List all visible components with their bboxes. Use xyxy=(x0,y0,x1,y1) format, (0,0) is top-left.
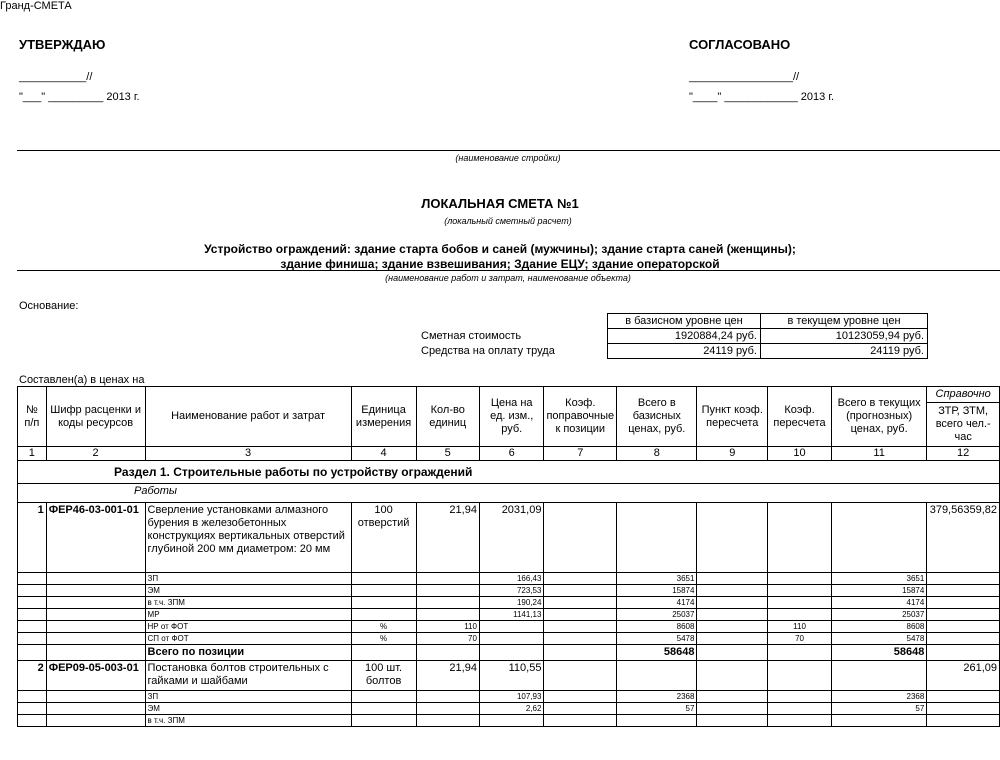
sub-base: 25037 xyxy=(617,609,697,621)
item-total-current: 58648 xyxy=(831,645,926,661)
cost-base-value: 24119 руб. xyxy=(608,344,761,359)
sub-qty xyxy=(416,585,479,597)
column-number: 3 xyxy=(145,447,351,461)
sub-name: ЗП xyxy=(145,573,351,585)
sub-current xyxy=(831,715,926,727)
item-unit: 100 отверстий xyxy=(351,503,416,573)
sub-name: СП от ФОТ xyxy=(145,633,351,645)
table-row xyxy=(18,573,1000,585)
sub-unit xyxy=(351,691,416,703)
column-number: 4 xyxy=(351,447,416,461)
works-label: Работы xyxy=(18,484,1000,503)
sub-name: в т.ч. ЗПМ xyxy=(145,597,351,609)
header-cell: Коэф. поправочные к позиции xyxy=(544,387,617,447)
table-row xyxy=(18,715,1000,727)
construction-caption: (наименование стройки) xyxy=(455,153,561,163)
sub-price xyxy=(479,633,544,645)
table-row xyxy=(18,691,1000,703)
sub-unit xyxy=(351,715,416,727)
sub-qty xyxy=(416,715,479,727)
sub-price: 190,24 xyxy=(479,597,544,609)
header-cell: Всего в базисных ценах, руб. xyxy=(617,387,697,447)
approve-date-line: "___" _________ 2013 г. xyxy=(19,91,140,103)
sub-price xyxy=(479,715,544,727)
sub-current: 15874 xyxy=(831,585,926,597)
object-caption: (наименование работ и затрат, наименование объекта) xyxy=(385,273,631,283)
item-unit: 100 шт. болтов xyxy=(351,661,416,691)
sub-unit xyxy=(351,703,416,715)
header-cell: Шифр расценки и коды ресурсов xyxy=(46,387,145,447)
sub-base: 5478 xyxy=(617,633,697,645)
sub-name: ЭМ xyxy=(145,585,351,597)
cost-current-value: 24119 руб. xyxy=(761,344,928,359)
header-cell: Наименование работ и затрат xyxy=(145,387,351,447)
item-total-label: Всего по позиции xyxy=(145,645,351,661)
estimate-table xyxy=(17,386,1000,727)
sub-name: ЗП xyxy=(145,691,351,703)
estimate-subtitle: (локальный сметный расчет) xyxy=(444,216,572,226)
sub-name: НР от ФОТ xyxy=(145,621,351,633)
item-total-base: 58648 xyxy=(617,645,697,661)
sub-unit xyxy=(351,597,416,609)
header-cell: Единица измерения xyxy=(351,387,416,447)
item-price: 2031,09 xyxy=(479,503,544,573)
table-row xyxy=(18,621,1000,633)
sub-qty xyxy=(416,573,479,585)
construction-line xyxy=(17,150,1000,151)
item-reference: 379,56359,82 xyxy=(927,503,1000,573)
item-number: 2 xyxy=(18,661,47,691)
header-cell: Всего в текущих (прогнозных) ценах, руб. xyxy=(831,387,926,447)
sub-price: 2,62 xyxy=(479,703,544,715)
reference-header xyxy=(927,387,1000,447)
item-name: Постановка болтов строительных с гайками и шайбами xyxy=(145,661,351,691)
cost-base-value: 1920884,24 руб. xyxy=(608,329,761,344)
table-row xyxy=(18,703,1000,715)
sub-current: 4174 xyxy=(831,597,926,609)
sub-qty xyxy=(416,597,479,609)
column-number: 7 xyxy=(544,447,617,461)
sub-base: 4174 xyxy=(617,597,697,609)
column-number: 9 xyxy=(697,447,768,461)
table-row xyxy=(18,633,1000,645)
sub-coef xyxy=(768,703,832,715)
column-number: 5 xyxy=(416,447,479,461)
item-number: 1 xyxy=(18,503,47,573)
sub-coef: 110 xyxy=(768,621,832,633)
sub-current: 8608 xyxy=(831,621,926,633)
sub-qty: 110 xyxy=(416,621,479,633)
item-qty: 21,94 xyxy=(416,503,479,573)
cost-col-base: в базисном уровне цен xyxy=(608,314,761,329)
column-number: 8 xyxy=(617,447,697,461)
section-title: Раздел 1. Строительные работы по устройству ограждений xyxy=(18,461,1000,484)
header-cell: Цена на ед. изм., руб. xyxy=(479,387,544,447)
sub-coef xyxy=(768,585,832,597)
reference-header-bottom: ЗТР, ЗТМ, всего чел.-час xyxy=(935,405,991,443)
table-row xyxy=(18,585,1000,597)
item-reference: 261,09 xyxy=(927,661,1000,691)
sub-unit: % xyxy=(351,621,416,633)
approve-title: УТВЕРЖДАЮ xyxy=(19,37,106,52)
sub-coef xyxy=(768,609,832,621)
sub-unit: % xyxy=(351,633,416,645)
sub-qty: 70 xyxy=(416,633,479,645)
column-number: 12 xyxy=(927,447,1000,461)
sub-qty xyxy=(416,609,479,621)
header-cell: № п/п xyxy=(18,387,47,447)
agree-date-line: "____" ____________ 2013 г. xyxy=(689,91,835,103)
sub-current: 2368 xyxy=(831,691,926,703)
estimate-title: ЛОКАЛЬНАЯ СМЕТА №1 xyxy=(421,196,579,211)
cost-label: Средства на оплату труда xyxy=(421,345,555,357)
sub-qty xyxy=(416,703,479,715)
sub-base: 15874 xyxy=(617,585,697,597)
sub-unit xyxy=(351,585,416,597)
sub-qty xyxy=(416,691,479,703)
item-code: ФЕР09-05-003-01 xyxy=(46,661,145,691)
sub-current: 5478 xyxy=(831,633,926,645)
header-cell: Кол-во единиц xyxy=(416,387,479,447)
sub-current: 3651 xyxy=(831,573,926,585)
header-cell: Коэф. пересчета xyxy=(768,387,832,447)
sub-name: в т.ч. ЗПМ xyxy=(145,715,351,727)
sub-price: 107,93 xyxy=(479,691,544,703)
cost-current-value: 10123059,94 руб. xyxy=(761,329,928,344)
item-qty: 21,94 xyxy=(416,661,479,691)
sub-price: 723,53 xyxy=(479,585,544,597)
cost-summary-table xyxy=(418,313,928,359)
sub-unit xyxy=(351,573,416,585)
sub-unit xyxy=(351,609,416,621)
approve-signature-line: ___________// xyxy=(19,71,93,83)
header-cell: Пункт коэф. пересчета xyxy=(697,387,768,447)
agree-signature-line: _________________// xyxy=(689,71,800,83)
sub-coef xyxy=(768,715,832,727)
sub-name: ЭМ xyxy=(145,703,351,715)
sub-base: 57 xyxy=(617,703,697,715)
column-number: 6 xyxy=(479,447,544,461)
basis-label: Основание: xyxy=(19,300,79,312)
reference-header-top: Справочно xyxy=(927,387,999,403)
sub-coef xyxy=(768,691,832,703)
sub-coef xyxy=(768,597,832,609)
cost-col-current: в текущем уровне цен xyxy=(761,314,928,329)
item-name: Сверление установками алмазного бурения в железобетонных конструкциях вертикальных отверстий глубиной 200 мм диаметром: 20 мм xyxy=(145,503,351,573)
table-row xyxy=(18,661,1000,691)
sub-base: 2368 xyxy=(617,691,697,703)
sub-price: 166,43 xyxy=(479,573,544,585)
sub-base: 8608 xyxy=(617,621,697,633)
object-line xyxy=(17,270,1000,271)
item-code: ФЕР46-03-001-01 xyxy=(46,503,145,573)
item-price: 110,55 xyxy=(479,661,544,691)
compiled-label: Составлен(а) в ценах на xyxy=(19,374,145,386)
table-row xyxy=(18,609,1000,621)
sub-coef: 70 xyxy=(768,633,832,645)
sub-base: 3651 xyxy=(617,573,697,585)
table-row xyxy=(18,503,1000,573)
app-name: Гранд-СМЕТА xyxy=(0,0,72,12)
sub-base xyxy=(617,715,697,727)
sub-coef xyxy=(768,573,832,585)
sub-current: 25037 xyxy=(831,609,926,621)
column-number: 2 xyxy=(46,447,145,461)
column-number: 11 xyxy=(831,447,926,461)
object-line-2: здание финиша; здание взвешивания; Здание ЕЦУ; здание операторской xyxy=(280,257,720,271)
table-row xyxy=(18,597,1000,609)
agree-title: СОГЛАСОВАНО xyxy=(689,37,791,52)
cost-label: Сметная стоимость xyxy=(421,330,522,342)
column-number: 1 xyxy=(18,447,47,461)
sub-price xyxy=(479,621,544,633)
table-row xyxy=(18,645,1000,661)
sub-price: 1141,13 xyxy=(479,609,544,621)
sub-current: 57 xyxy=(831,703,926,715)
object-line-1: Устройство ограждений: здание старта бобов и саней (мужчины); здание старта саней (женщины); xyxy=(204,242,796,256)
sub-name: МР xyxy=(145,609,351,621)
column-number: 10 xyxy=(768,447,832,461)
